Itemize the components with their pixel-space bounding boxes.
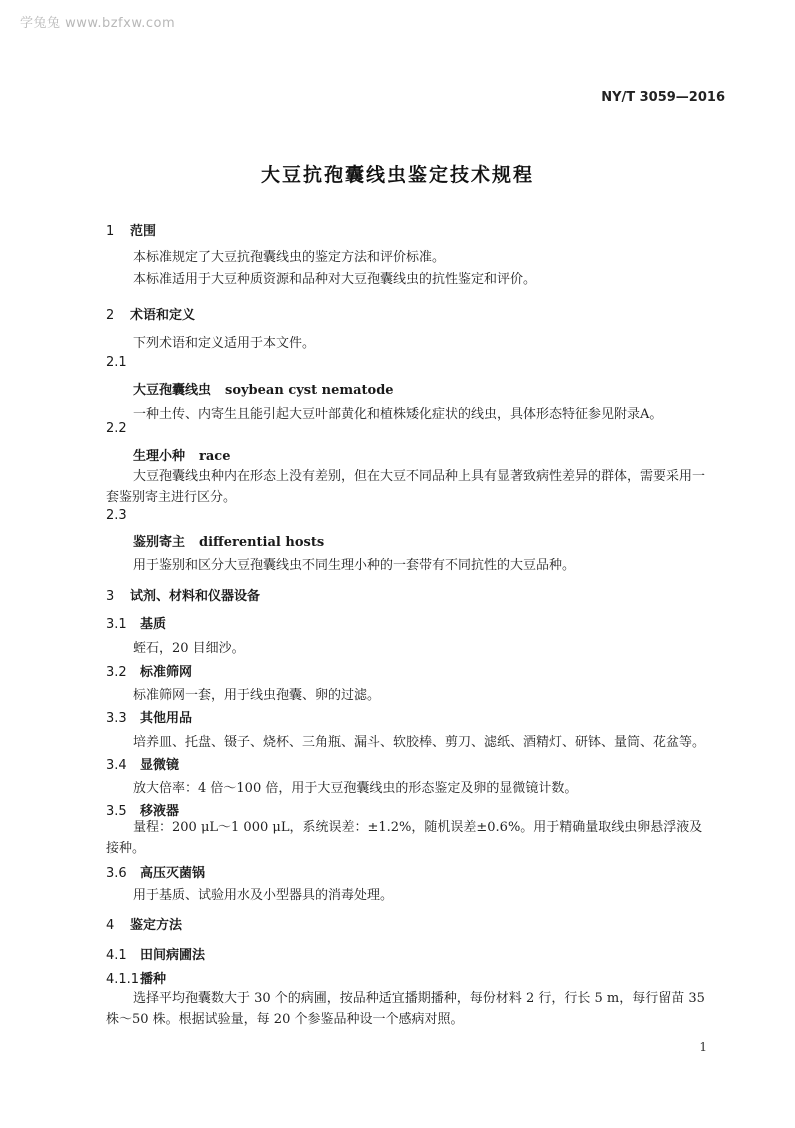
subsection-number: 2.2 bbox=[106, 421, 127, 436]
paragraph: 放大倍率：4 倍～100 倍，用于大豆孢囊线虫的形态鉴定及卵的显微镜计数。 bbox=[133, 781, 578, 796]
term-en: differential hosts bbox=[199, 535, 325, 550]
subsection-heading: 3.5 移液器 bbox=[106, 804, 180, 819]
watermark: 学兔兔 www.bzfxw.com bbox=[20, 16, 176, 31]
paragraph: 下列术语和定义适用于本文件。 bbox=[133, 336, 316, 351]
paragraph: 用于基质、试验用水及小型器具的消毒处理。 bbox=[133, 888, 394, 903]
paragraph: 培养皿、托盘、镊子、烧杯、三角瓶、漏斗、软胶棒、剪刀、滤纸、酒精灯、研钵、量筒、花盆等。 bbox=[133, 735, 706, 750]
section-number: 1 bbox=[106, 224, 115, 239]
paragraph: 量程：200 μL～1 000 μL，系统误差：±1.2%，随机误差±0.6%。用于精确量取线虫卵悬浮液及接种。 bbox=[106, 820, 703, 856]
subsection-heading: 3.2 标准筛网 bbox=[106, 665, 193, 680]
term-en: race bbox=[199, 449, 231, 464]
section-3-heading bbox=[106, 585, 260, 604]
term-zh: 大豆孢囊线虫 bbox=[133, 383, 212, 398]
subsection-number: 2.1 bbox=[106, 355, 127, 370]
paragraph: 蛭石，20 目细沙。 bbox=[133, 641, 245, 656]
subsection-heading: 3.6 高压灭菌锅 bbox=[106, 866, 206, 881]
definition: 一种土传、内寄生且能引起大豆叶部黄化和植株矮化症状的线虫，具体形态特征参见附录A。 bbox=[133, 407, 663, 422]
term-en: soybean cyst nematode bbox=[225, 383, 394, 398]
term-zh: 鉴别寄主 bbox=[133, 535, 186, 550]
section-2-heading bbox=[106, 304, 195, 323]
section-title: 鉴定方法 bbox=[130, 918, 183, 933]
paragraph: 选择平均孢囊数大于 30 个的病圃，按品种适宜播期播种，每份材料 2 行，行长 5 m，每行留苗 35 株～50 株。根据试验量，每 20 个参鉴品种设一个感病对照。 bbox=[106, 991, 705, 1027]
section-1-heading bbox=[106, 220, 156, 239]
term-heading bbox=[133, 531, 324, 550]
subsection-heading: 3.1 基质 bbox=[106, 617, 167, 632]
document-title: 大豆抗孢囊线虫鉴定技术规程 bbox=[260, 164, 534, 186]
paragraph: 标准筛网一套，用于线虫孢囊、卵的过滤。 bbox=[133, 688, 381, 703]
definition: 用于鉴别和区分大豆孢囊线虫不同生理小种的一套带有不同抗性的大豆品种。 bbox=[133, 558, 576, 573]
term-zh: 生理小种 bbox=[133, 449, 186, 464]
subsection-heading: 3.4 显微镜 bbox=[106, 758, 180, 773]
page-number: 1 bbox=[699, 1040, 707, 1054]
section-number: 3 bbox=[106, 589, 115, 604]
section-title: 术语和定义 bbox=[130, 308, 196, 323]
definition: 大豆孢囊线虫种内在形态上没有差别，但在大豆不同品种上具有显著致病性差异的群体，需要采用一套鉴别寄主进行区分。 bbox=[106, 469, 706, 505]
section-number: 2 bbox=[106, 308, 115, 323]
section-number: 4 bbox=[106, 918, 115, 933]
section-title: 范围 bbox=[130, 224, 157, 239]
section-4-heading bbox=[106, 914, 182, 933]
paragraph: 本标准规定了大豆抗孢囊线虫的鉴定方法和评价标准。 bbox=[133, 250, 446, 265]
section-title: 试剂、材料和仪器设备 bbox=[130, 589, 261, 604]
term-heading bbox=[133, 445, 230, 464]
term-heading bbox=[133, 379, 394, 398]
paragraph: 本标准适用于大豆种质资源和品种对大豆孢囊线虫的抗性鉴定和评价。 bbox=[133, 272, 537, 287]
subsection-number: 2.3 bbox=[106, 508, 127, 523]
subsection-heading: 4.1 田间病圃法 bbox=[106, 948, 206, 963]
subsection-heading: 4.1.1播种 bbox=[106, 972, 167, 987]
standard-number: NY/T 3059—2016 bbox=[601, 90, 725, 105]
subsection-heading: 3.3 其他用品 bbox=[106, 711, 193, 726]
